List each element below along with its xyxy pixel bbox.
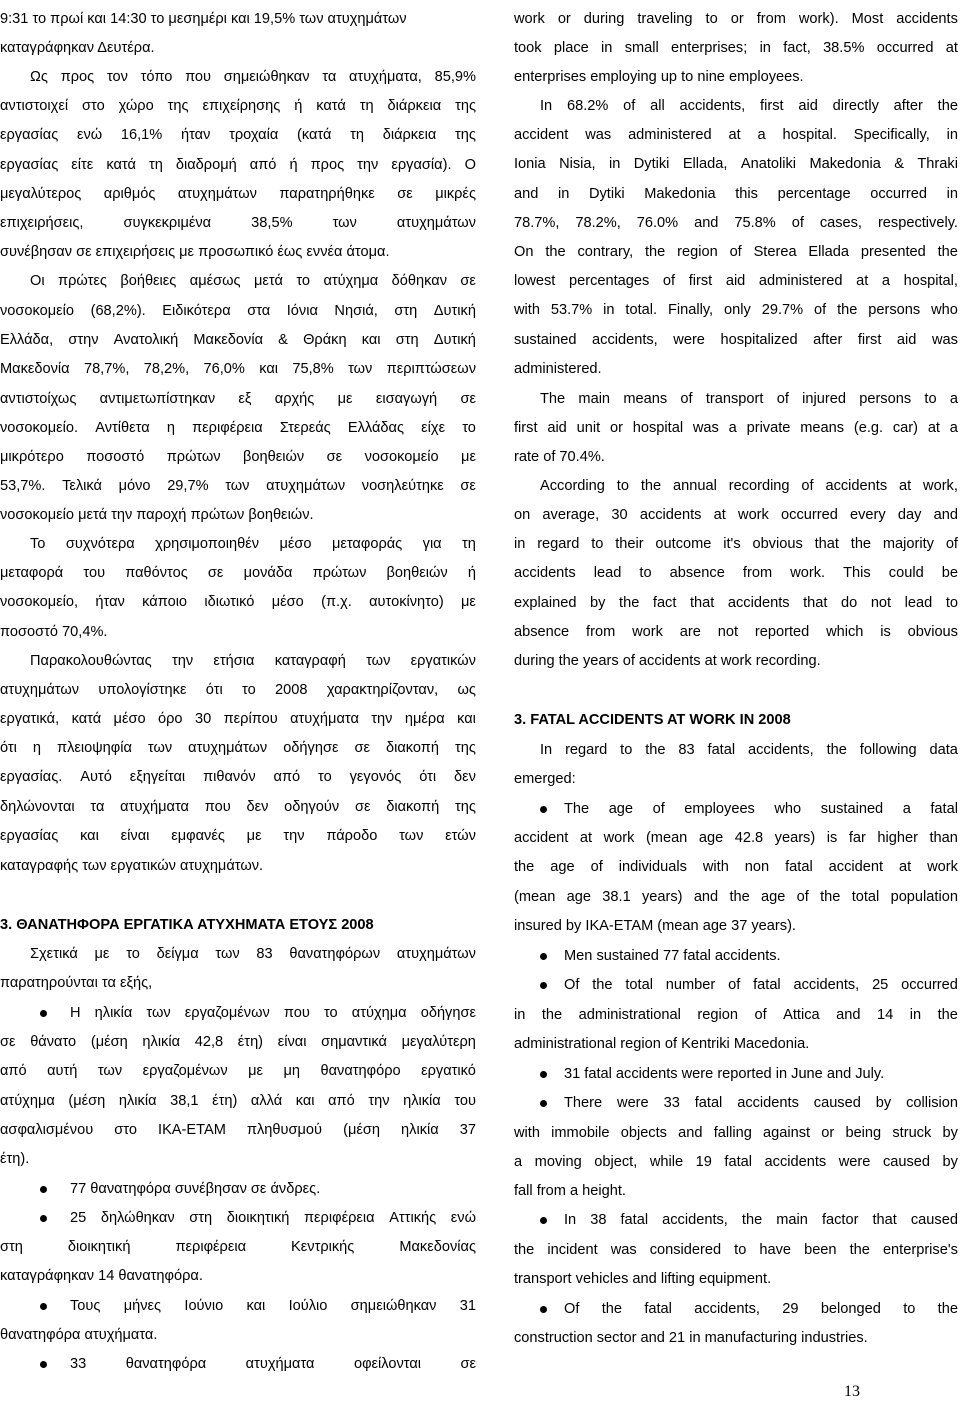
bullet-icon <box>540 1100 547 1107</box>
text-line: καταγραφής των εργατικών ατυχημάτων. <box>0 858 264 874</box>
text-line: in regard to their outcome it's obvious that the majority of <box>514 536 958 552</box>
page-number: 13 <box>844 1383 860 1400</box>
text-line: accident at work (mean age 42.8 years) is far higher than <box>514 830 958 846</box>
section-heading: 3. ΘΑΝΑΤΗΦΟΡΑ ΕΡΓΑΤΙΚΑ ΑΤΥΧΗΜΑΤΑ ΕΤΟΥΣ 2008 <box>0 917 374 933</box>
text-line: Men sustained 77 fatal accidents. <box>514 946 958 966</box>
text-line: Ως προς τον τόπο που σημειώθηκαν τα ατυχήματα, 85,9% <box>30 69 476 85</box>
text-line: sustained accidents, were hospitalized after first aid was <box>514 332 958 348</box>
text-line: The main means of transport of injured persons to a <box>540 391 958 407</box>
text-line: lowest percentages of first aid administered at a hospital, <box>514 273 958 289</box>
text-line: μεγαλύτερος αριθμός ατυχημάτων παρατηρήθηκε σε μικρές <box>0 186 476 202</box>
text-line: νοσοκομείο (68,2%). Ειδικότερα στα Ιόνια Νησιά, στη Δυτική <box>0 303 476 319</box>
text-line: 53,7%. Τελικά μόνο 29,7% των ατυχημάτων νοσηλεύτηκε σε <box>0 478 476 494</box>
text-line: took place in small enterprises; in fact, 38.5% occurred at <box>514 40 958 56</box>
text-line: work or during traveling to or from work). Most accidents <box>514 11 958 27</box>
text-line: In 68.2% of all accidents, first aid directly after the <box>540 98 958 114</box>
text-line: 31 fatal accidents were reported in June and July. <box>514 1064 958 1084</box>
bullet-icon <box>40 1215 47 1222</box>
text-line: ασφαλισμένου στο ΙΚΑ-ΕΤΑΜ πληθυσμού (μέση ηλικία 37 <box>0 1122 476 1138</box>
text-line: accident was administered at a hospital. Specifically, in <box>514 127 958 143</box>
text-line: the age of individuals with non fatal accident at work <box>514 859 958 875</box>
text-line: 77 θανατηφόρα συνέβησαν σε άνδρες. <box>0 1179 476 1199</box>
text-line: insured by IKA-ETAM (mean age 37 years). <box>514 918 796 934</box>
text-line: παρατηρούνται τα εξής, <box>0 975 153 991</box>
text-line: and in Dytiki Makedonia this percentage occurred in <box>514 186 958 202</box>
text-line: ατύχημα (μέση ηλικία 38,1 έτη) αλλά και από την ηλικία του <box>0 1093 476 1109</box>
bullet-icon <box>540 1217 547 1224</box>
text-line: έτη). <box>0 1151 30 1167</box>
text-line: 9:31 το πρωί και 14:30 το μεσημέρι και 19,5% των ατυχημάτων <box>0 11 407 27</box>
bullet-icon <box>540 982 547 989</box>
text-line: According to the annual recording of accidents at work, <box>540 478 958 494</box>
text-line: αντιστοιχεί στο χώρο της επιχείρησης ή κατά τη διάρκεια της <box>0 98 476 114</box>
text-line: 78.7%, 78.2%, 76.0% and 75.8% of cases, respectively. <box>514 215 958 231</box>
text-line: νοσοκομείο, ήταν κάποιο ιδιωτικό μέσο (π.χ. αυτοκίνητο) με <box>0 594 476 610</box>
text-line: construction sector and 21 in manufacturing industries. <box>514 1330 868 1346</box>
text-line: The age of employees who sustained a fatal <box>514 799 958 819</box>
text-line: μικρότερο ποσοστό πρώτων βοηθειών σε νοσοκομείο με <box>0 449 476 465</box>
text-line: εργασίας είτε κατά τη διαδρομή από ή προς την εργασία). Ο <box>0 157 476 173</box>
text-line: Το συχνότερα χρησιμοποιηθέν μέσο μεταφοράς για τη <box>30 536 476 552</box>
text-line: explained by the fact that accidents that do not lead to <box>514 595 958 611</box>
text-line: In 38 fatal accidents, the main factor that caused <box>514 1210 958 1230</box>
text-line: In regard to the 83 fatal accidents, the following data <box>540 742 958 758</box>
bullet-icon <box>540 953 547 960</box>
text-line: transport vehicles and lifting equipment. <box>514 1271 772 1287</box>
text-line: a moving object, while 19 fatal accidents were caused by <box>514 1154 958 1170</box>
text-line: θανατηφόρα ατυχήματα. <box>0 1327 158 1343</box>
text-line: ότι η πλειοψηφία των ατυχημάτων οδήγησε σε διακοπή της <box>0 740 476 756</box>
text-line: on average, 30 accidents at work occurred every day and <box>514 507 958 523</box>
text-line: επιχειρήσεις, συγκεκριμένα 38,5% των ατυχημάτων <box>0 215 476 231</box>
text-line: absence from work are not reported which is obvious <box>514 624 958 640</box>
text-line: Η ηλικία των εργαζομένων που το ατύχημα οδήγησε <box>0 1003 476 1023</box>
text-line: εργασίας και είναι εμφανές με την πάροδο των ετών <box>0 828 476 844</box>
bullet-icon <box>540 806 547 813</box>
text-line: first aid unit or hospital was a private means (e.g. car) at a <box>514 420 958 436</box>
text-line: εργασίας. Αυτό εξηγείται πιθανόν από το γεγονός ότι δεν <box>0 769 476 785</box>
text-line: Of the fatal accidents, 29 belonged to the <box>514 1299 958 1319</box>
text-line: από αυτή των εργαζομένων με μη θανατηφόρο εργατικό <box>0 1063 476 1079</box>
text-line: fall from a height. <box>514 1183 626 1199</box>
text-line: during the years of accidents at work recording. <box>514 653 821 669</box>
text-line: ποσοστό 70,4%. <box>0 624 108 640</box>
text-line: καταγράφηκαν 14 θανατηφόρα. <box>0 1268 203 1284</box>
text-line: αντιστοίχως αντιμετωπίστηκαν εξ αρχής με εισαγωγή σε <box>0 391 476 407</box>
bullet-icon <box>540 1306 547 1313</box>
text-line: rate of 70.4%. <box>514 449 605 465</box>
text-line: δηλώνονται τα ατυχήματα που δεν οδηγούν σε διακοπή της <box>0 799 476 815</box>
text-line: εργασίας ενώ 16,1% ήταν τροχαία (κατά τη διάρκεια της <box>0 127 476 143</box>
section-heading: 3. FATAL ACCIDENTS AT WORK IN 2008 <box>514 712 791 728</box>
text-line: administered. <box>514 361 602 377</box>
text-line: νοσοκομείο. Αντίθετα η περιφέρεια Στερεάς Ελλάδας είχε το <box>0 420 476 436</box>
bullet-icon <box>40 1010 47 1017</box>
text-line: emerged: <box>514 771 576 787</box>
bullet-icon <box>540 1071 547 1078</box>
text-line: There were 33 fatal accidents caused by collision <box>514 1093 958 1113</box>
text-line: Οι πρώτες βοήθειες αμέσως μετά το ατύχημα δόθηκαν σε <box>30 273 476 289</box>
text-line: 25 δηλώθηκαν στη διοικητική περιφέρεια Αττικής ενώ <box>0 1208 476 1228</box>
bullet-icon <box>40 1303 47 1310</box>
text-line: enterprises employing up to nine employees. <box>514 69 804 85</box>
text-line: administrational region of Kentriki Macedonia. <box>514 1036 810 1052</box>
text-line: the incident was considered to have been the enterprise's <box>514 1242 958 1258</box>
text-line: συνέβησαν σε επιχειρήσεις με προσωπικό έως εννέα άτομα. <box>0 244 390 260</box>
text-line: Σχετικά με το δείγμα των 83 θανατηφόρων ατυχημάτων <box>30 946 476 962</box>
text-line: Παρακολουθώντας την ετήσια καταγραφή των εργατικών <box>30 653 476 669</box>
text-line: ατυχημάτων υπολογίστηκε ότι το 2008 χαρακτηρίζονταν, ως <box>0 682 476 698</box>
text-line: νοσοκομείο μετά την παροχή πρώτων βοηθειών. <box>0 507 314 523</box>
text-line: Ελλάδα, στην Ανατολική Μακεδονία & Θράκη και στη Δυτική <box>0 332 476 348</box>
text-line: On the contrary, the region of Sterea Ellada presented the <box>514 244 958 260</box>
text-line: Ionia Nisia, in Dytiki Ellada, Anatoliki Makedonia & Thraki <box>514 156 958 172</box>
text-line: with 53.7% in total. Finally, only 29.7% of the persons who <box>514 302 958 318</box>
text-line: Of the total number of fatal accidents, 25 occurred <box>514 975 958 995</box>
text-line: σε θάνατο (μέση ηλικία 42,8 έτη) είναι σημαντικά μεγαλύτερη <box>0 1034 476 1050</box>
text-line: with immobile objects and falling against or being struck by <box>514 1125 958 1141</box>
text-line: στη διοικητική περιφέρεια Κεντρικής Μακεδονίας <box>0 1239 476 1255</box>
text-line: in the administrational region of Attica and 14 in the <box>514 1007 958 1023</box>
text-line: Μακεδονία 78,7%, 78,2%, 76,0% και 75,8% των περιπτώσεων <box>0 361 476 377</box>
text-line: (mean age 38.1 years) and the age of the total population <box>514 889 958 905</box>
text-line: Τους μήνες Ιούνιο και Ιούλιο σημειώθηκαν 31 <box>0 1296 476 1316</box>
bullet-icon <box>40 1186 47 1193</box>
text-line: 33 θανατηφόρα ατυχήματα οφείλονται σε <box>0 1354 476 1374</box>
text-line: καταγράφηκαν Δευτέρα. <box>0 40 155 56</box>
text-line: εργατικά, κατά μέσο όρο 30 περίπου ατυχήματα την ημέρα και <box>0 711 476 727</box>
text-line: μεταφορά του παθόντος σε μονάδα πρώτων βοηθειών ή <box>0 565 476 581</box>
bullet-icon <box>40 1361 47 1368</box>
text-line: accidents lead to absence from work. This could be <box>514 565 958 581</box>
